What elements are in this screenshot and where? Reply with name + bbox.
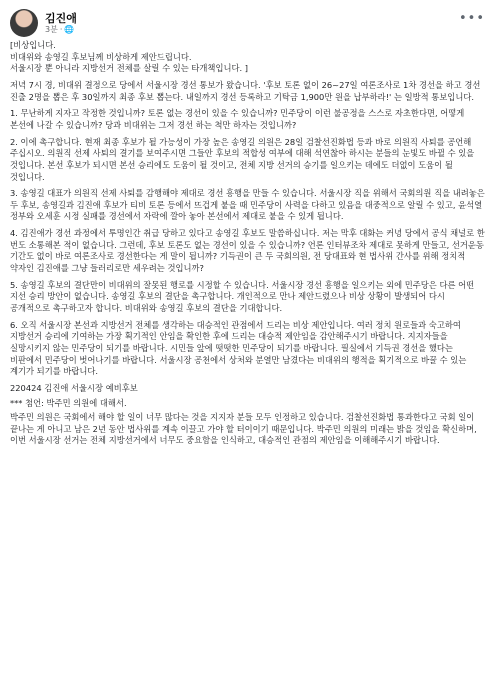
more-options-icon[interactable]: ••• <box>458 11 485 26</box>
author-avatar[interactable] <box>10 9 38 37</box>
post-paragraph: 2. 이에 촉구합니다. 현재 최종 후보가 될 가능성이 가장 높은 송영길 의원은 28일 검찰선진화법 등과 바로 의원직 사퇴를 공언해 주십시오. 의원직 선제 사퇴의 결기를 보여주시면 그들안 후보의 적합성 여부에 대해 석연찮아 하시는 분들의 눈빛도 바뀔 수 있을 것입니다. 본선 후보가 되시면 본선 승리에도 도움이 될 것이고, 전체 지방 선거의 승기를 일으키는 데에도 더없이 도움이 될 것입니다. <box>10 136 477 182</box>
post-paragraph: 3. 송영길 대표가 의원직 선제 사퇴를 감행해야 제대로 경선 흥행을 만들 수 있습니다. 서울시장 직을 위해서 국회의원 직을 내려놓은 두 후보, 송영길과 김진애 후보가 티비 토론 등에서 뜨겁게 붙을 때 민주당이 사력을 다하고 있음을 대중적으로 알릴 수 있고, 윤석열 정부와 오세훈 시정 실패를 경선에서 자락에 깔아 놓아 본선에서 제대로 붙을 수 있게 됩니다. <box>10 188 488 222</box>
post-paragraph: [비상입니다. 비대위와 송영길 후보님께 비상하게 제안드립니다. 서울시장 뿐 아니라 지방선거 전체를 살릴 수 있는 타개책입니다. ] <box>10 40 248 74</box>
post-paragraph: 5. 송영길 후보의 결단만이 비대위의 잘못된 행로를 시정할 수 있습니다. 서울시장 경선 흥행을 일으키는 외에 민주당은 다른 어떤 지선 승리 방안이 없습니다. 송영길 후보의 결단을 촉구합니다. 개인적으로 만나 제안드렸으나 비상 상황이 발생되어 다시 공개적으로 촉구하고자 합니다. 비대위와 송영길 후보의 결단을 기대합니다. <box>10 279 477 313</box>
post-paragraph: 1. 무난하게 지자고 작정한 것입니까? 토론 없는 경선이 있을 수 있습니까? 민주당이 이런 불공정을 스스로 자초한다면, 어떻게 본선에 나갈 수 있습니까? 당과 비대위는 그저 경선 하는 척만 하자는 것입니까? <box>10 108 467 130</box>
post-paragraph: 4. 김진애가 경선 과정에서 투명인간 취급 당하고 있다고 송영길 후보도 말씀하십니다. 저는 막후 대화는 커녕 당에서 공식 채널로 한 번도 소통해본 적이 없습니다. 그런데, 후보 토론도 없는 경선이 있을 수 있습니까? 언론 인터뷰조차 제대로 못하게 만들고, 선거운동 기간도 없이 바로 여론조사로 경선한다는 게 말이 됩니까? 기득권이 큰 두 국회의원, 전 당대표와 현 법사위 간사를 위해 정치적 약자인 김진애를 그냥 들러리로만 세우려는 것입니까? <box>10 228 488 274</box>
post-time[interactable]: 3분 <box>45 24 58 34</box>
post-paragraph: 박주민 의원은 국회에서 해야 할 일이 너무 많다는 것을 지지자 분들 모두 인정하고 있습니다. 검찰선진화법 통과한다고 국회 일이 끝나는 게 아니고 남은 2년 동안 법사위를 계속 이끌고 가야 할 터이이기 때문입니다. 박주민 의원의 미래는 밝을 것임을 확신하며, 이번 서울시장 선거는 전체 지방선거에서 너무도 중요함을 인식하고, 대승적인 관점의 제안임을 이해해주시기 바랍니다. <box>10 412 480 446</box>
post-addendum-title: *** 첨언: 박주민 의원에 대해서. <box>10 397 127 408</box>
post-paragraph: 저녁 7시 경, 비대위 결정으로 당에서 서울시장 경선 통보가 왔습니다. '후보 토론 없이 26~27일 여론조사로 1차 경선을 하고 경선 진출 2명을 뽑은 후 30일까지 최종 후보 뽑는다. 내일까지 경선 등록하고 기탁금 1,900만 원을 납부하라!' 는 일방적 통보입니다. <box>10 79 483 102</box>
post-signature: 220424 김진애 서울시장 예비후보 <box>10 382 138 393</box>
post-time-row <box>45 25 77 35</box>
post-paragraph: 6. 오직 서울시장 본선과 지방선거 전체를 생각하는 대승적인 관점에서 드리는 비상 제안입니다. 여러 정치 원로들과 숙고하여 지방선거 승리에 기여하는 가장 획기적인 안임을 확인한 후에 드리는 대승적 제안임을 감안해주시기 바랍니다. 지지자들을 실망시키지 않는 민주당이 되기를 바랍니다. 시민들 앞에 떳떳한 민주당이 되기를 바랍니다. 필실에서 기득권 경선을 했다는 비판에서 민주당이 벗어나기를 바랍니다. 서울시장 공천에서 상처와 분열만 남겼다는 비대위의 행적을 획기적으로 바꿀 수 있는 계기가 되기를 바랍니다. <box>10 319 469 377</box>
separator-dot: · <box>59 24 63 34</box>
globe-icon: 🌐 <box>64 24 75 34</box>
post-body <box>10 40 487 447</box>
author-name[interactable]: 김진애 <box>45 11 77 25</box>
post-header <box>10 6 487 40</box>
author-meta <box>45 12 77 35</box>
